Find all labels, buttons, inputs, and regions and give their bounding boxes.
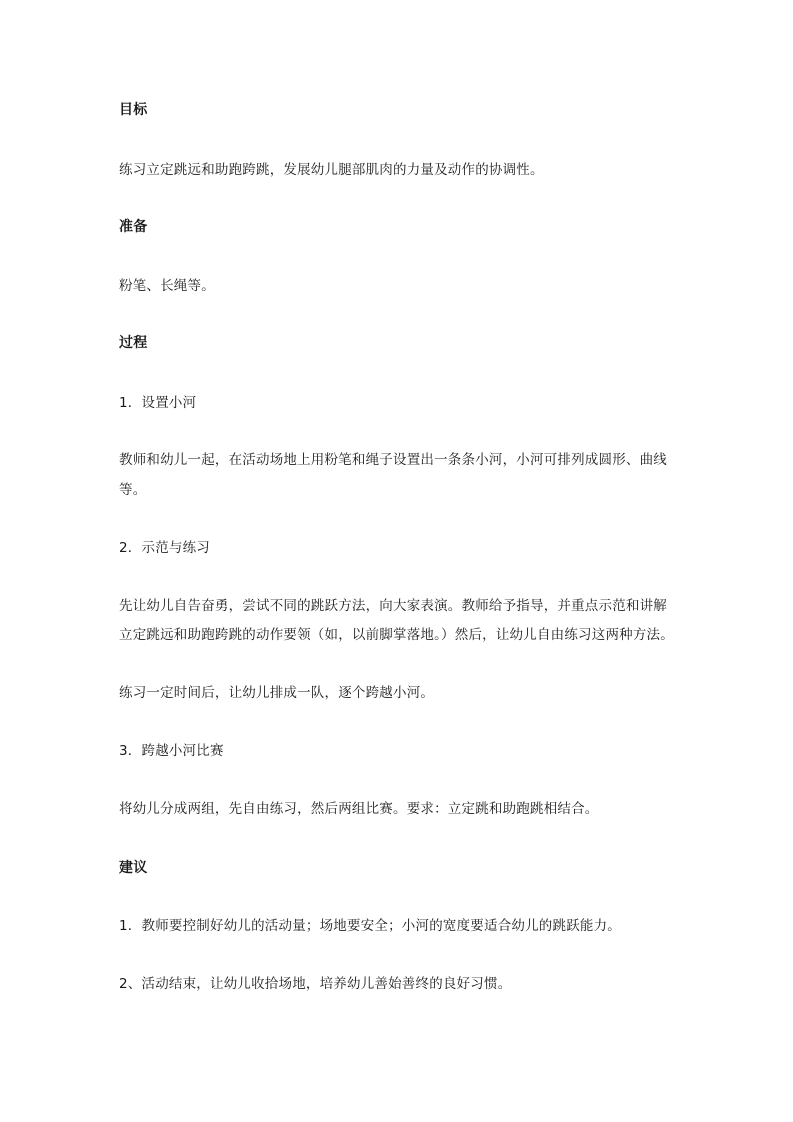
step3-text: 将幼儿分成两组，先自由练习，然后两组比赛。要求：立定跳和助跑跳相结合。 xyxy=(119,801,599,817)
step3-title: 3．跨越小河比赛 xyxy=(119,743,224,759)
goal-text: 练习立定跳远和助跑跨跳，发展幼儿腿部肌肉的力量及动作的协调性。 xyxy=(119,162,544,178)
goal-heading: 目标 xyxy=(119,102,148,118)
prep-heading: 准备 xyxy=(119,219,148,235)
process-heading: 过程 xyxy=(119,335,148,351)
step2-text-line1: 先让幼儿自告奋勇，尝试不同的跳跃方法，向大家表演。教师给予指导，并重点示范和讲解 xyxy=(119,598,667,614)
step2-text-para2: 练习一定时间后，让幼儿排成一队，逐个跨越小河。 xyxy=(119,685,435,701)
step2-title: 2．示范与练习 xyxy=(119,540,210,556)
step1-text-line1: 教师和幼儿一起，在活动场地上用粉笔和绳子设置出一条条小河，小河可排列成圆形、曲线 xyxy=(119,452,667,468)
suggest-heading: 建议 xyxy=(119,860,148,876)
suggest-item-2: 2、活动结束，让幼儿收拾场地，培养幼儿善始善终的良好习惯。 xyxy=(119,976,512,992)
step1-title: 1．设置小河 xyxy=(119,395,197,411)
prep-text: 粉笔、长绳等。 xyxy=(119,278,215,294)
step1-text-line2: 等。 xyxy=(119,482,147,498)
suggest-item-1: 1．教师要控制好幼儿的活动量；场地要安全；小河的宽度要适合幼儿的跳跃能力。 xyxy=(119,918,621,934)
step2-text-line2: 立定跳远和助跑跨跳的动作要领（如，以前脚掌落地。）然后，让幼儿自由练习这两种方法。 xyxy=(119,627,674,643)
